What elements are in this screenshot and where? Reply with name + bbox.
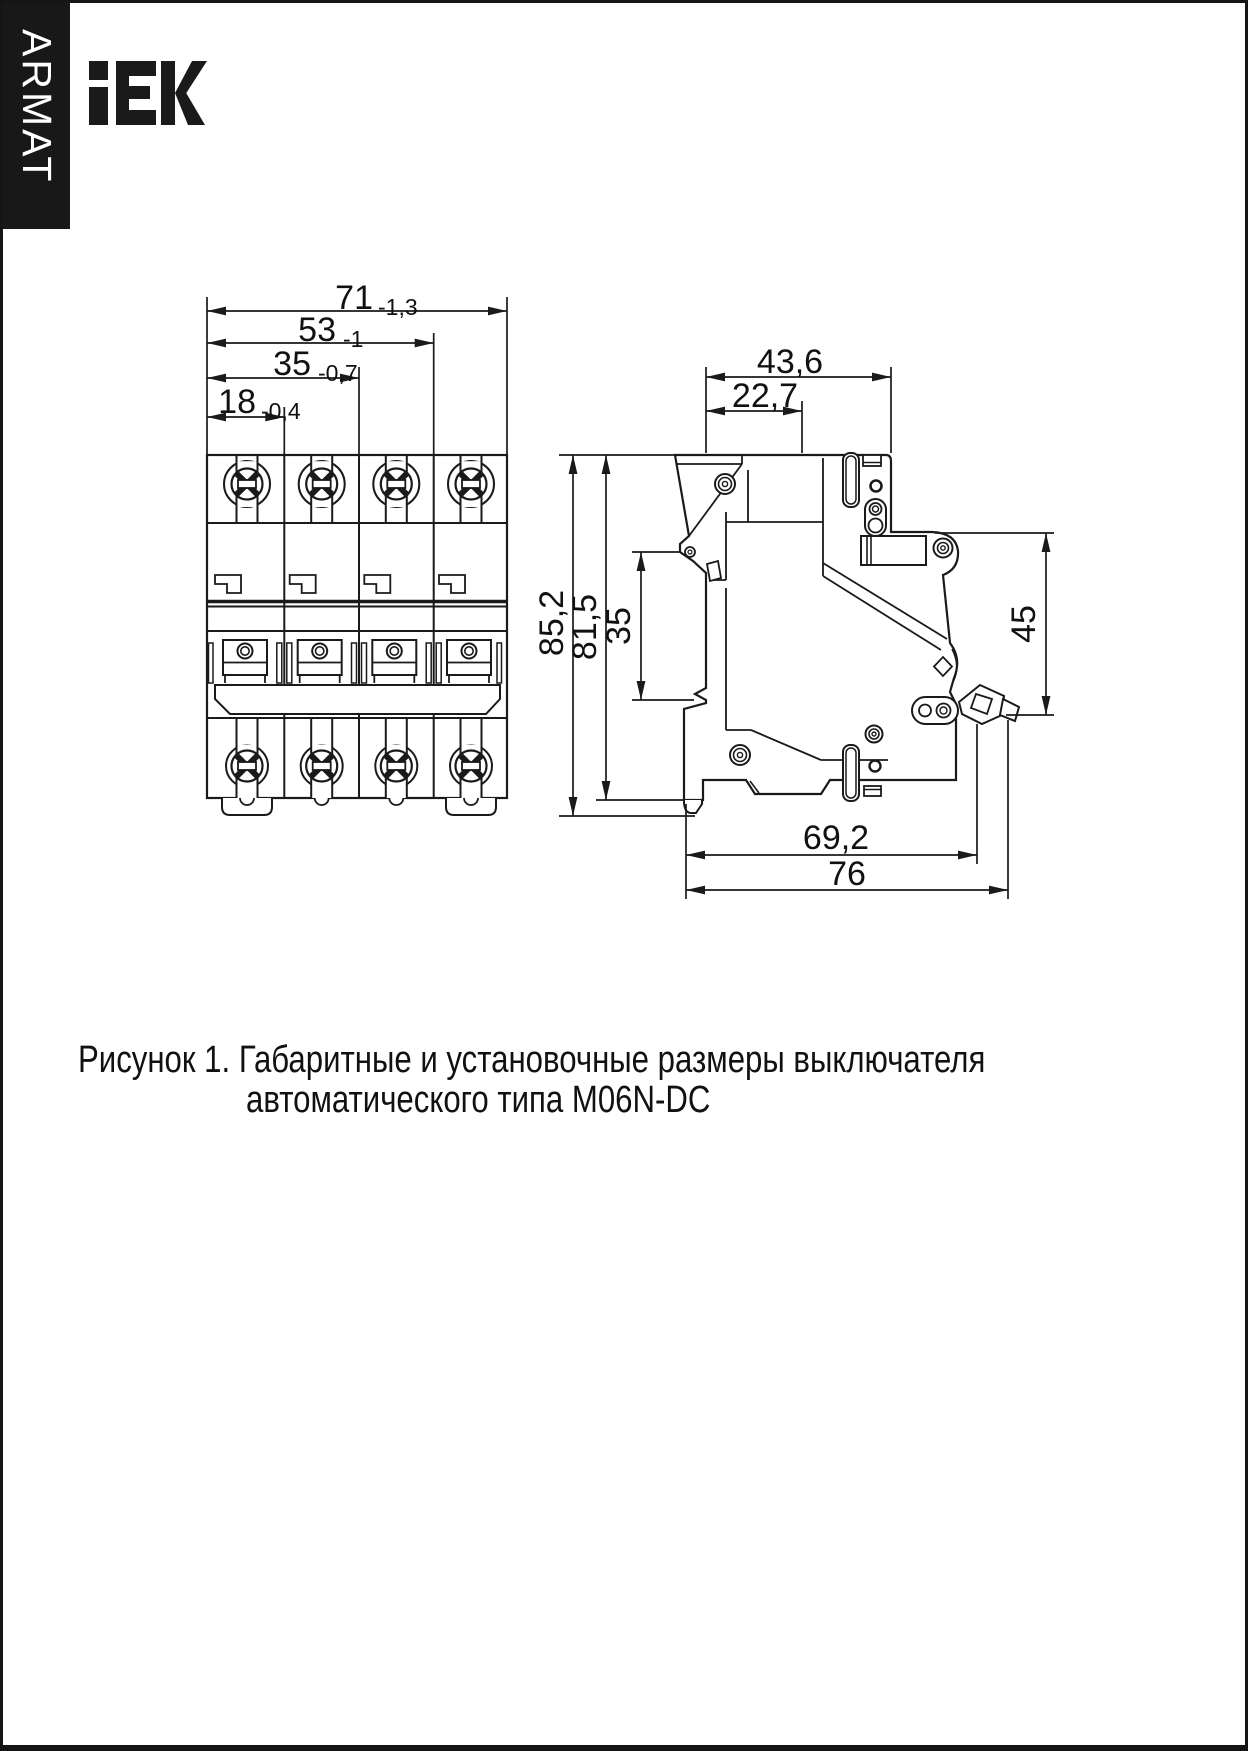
front-view (207, 455, 507, 815)
dim-latch-35: 35 (600, 607, 638, 645)
side-view (675, 453, 1019, 813)
dim-width-71: 71 (335, 279, 373, 317)
dim-width-53-tol: -1 (343, 326, 364, 352)
dim-depth-22-7: 22,7 (731, 377, 799, 415)
dim-width-71-tol: -1,3 (378, 294, 418, 320)
side-body-outline (675, 455, 958, 800)
figure-drawing (3, 3, 1248, 1751)
handle-tie-bar (215, 685, 500, 714)
dim-width-18-tol: -0,4 (261, 398, 301, 424)
dim-rail-45: 45 (1005, 605, 1043, 643)
dim-height-85-2: 85,2 (533, 589, 571, 657)
dim-width-35-tol: -0,7 (318, 360, 358, 386)
figure-caption-line2: автоматического типа M06N-DC (246, 1079, 711, 1121)
dim-width-18: 18 (218, 383, 256, 421)
dim-width-53: 53 (298, 311, 336, 349)
dim-depth-69-2: 69,2 (802, 819, 870, 857)
dim-depth-76: 76 (828, 855, 866, 893)
dim-height-81-5: 81,5 (566, 593, 604, 661)
figure-caption-line1: Рисунок 1. Габаритные и установочные размеры выключателя (78, 1039, 986, 1081)
dim-width-35: 35 (273, 345, 311, 383)
dim-depth-43-6: 43,6 (756, 343, 824, 381)
brand-armat-text: ARMAT (14, 29, 60, 185)
